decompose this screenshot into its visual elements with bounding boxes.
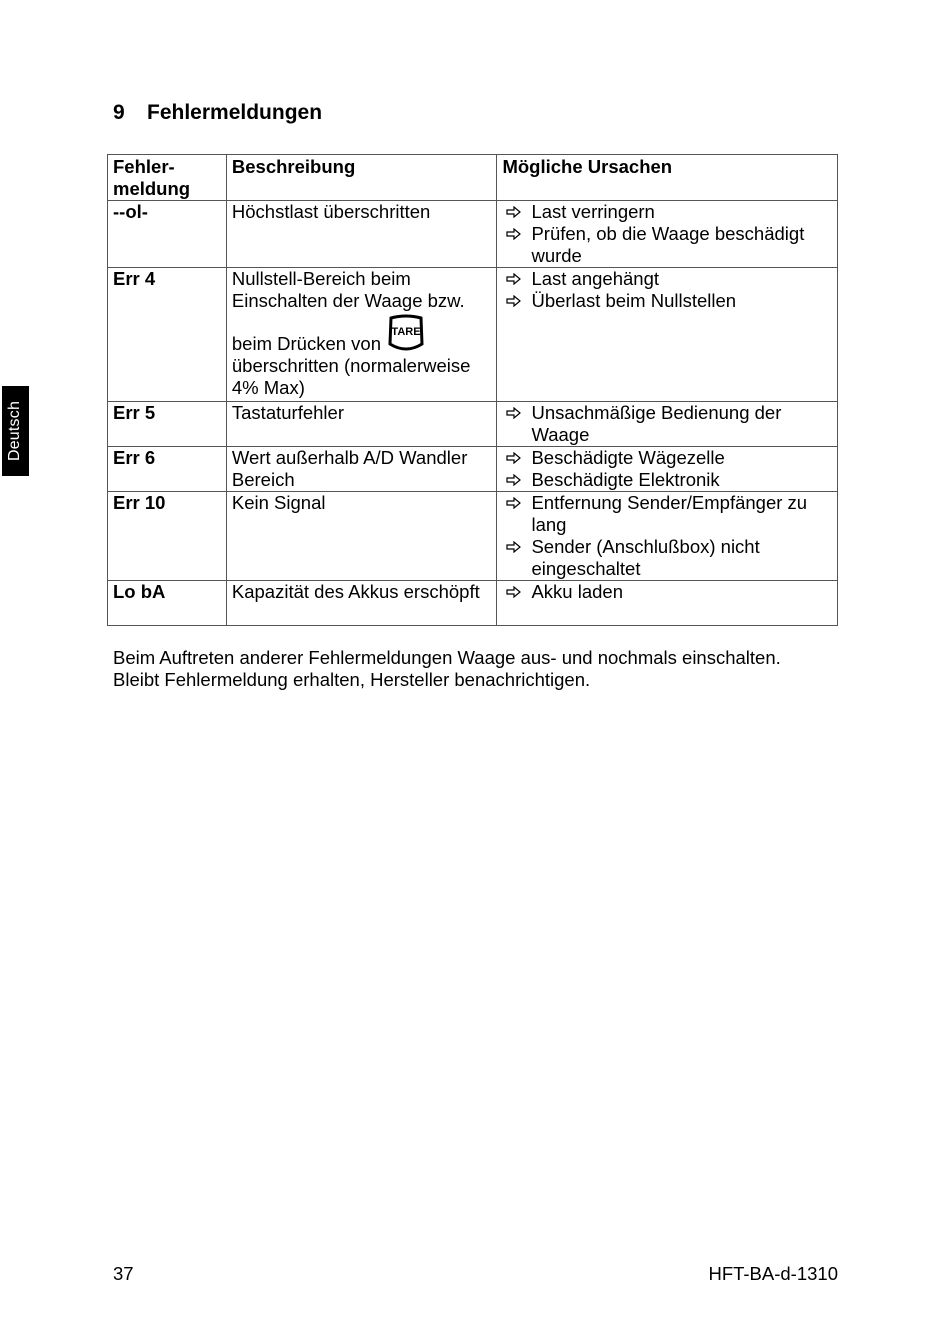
- header-description: Beschreibung: [226, 155, 497, 201]
- error-code: Err 4: [108, 268, 227, 402]
- arrow-right-icon: [506, 206, 522, 218]
- header-causes: Mögliche Ursachen: [497, 155, 838, 201]
- arrow-right-icon: [506, 273, 522, 285]
- section-heading: [113, 101, 322, 125]
- tare-label: TARE: [391, 326, 421, 338]
- arrow-right-icon: [506, 228, 522, 240]
- error-description: Wert außerhalb A/D Wandler Bereich: [226, 447, 497, 492]
- cause-item: Unsachmäßige Bedienung der Waage: [502, 402, 832, 446]
- arrow-right-icon: [506, 541, 522, 553]
- error-code: Err 5: [108, 402, 227, 447]
- table-row: [108, 447, 838, 492]
- cause-item: Beschädigte Wägezelle: [502, 447, 832, 469]
- cause-item: Last verringern: [502, 201, 832, 223]
- error-causes: [497, 447, 838, 492]
- error-table: [107, 154, 838, 626]
- note-line-2: Bleibt Fehlermeldung erhalten, Hersteller benachrichtigen.: [113, 669, 591, 690]
- cause-item: Entfernung Sender/Empfänger zu lang: [502, 492, 832, 536]
- arrow-right-icon: [506, 295, 522, 307]
- error-code: Err 6: [108, 447, 227, 492]
- error-code: Err 10: [108, 492, 227, 581]
- tare-button-icon: [387, 314, 425, 354]
- arrow-right-icon: [506, 474, 522, 486]
- cause-item: Akku laden: [502, 581, 832, 603]
- error-causes: [497, 201, 838, 268]
- header-code: Fehler- meldung: [108, 155, 227, 201]
- error-causes: [497, 402, 838, 447]
- error-description: Höchstlast überschritten: [226, 201, 497, 268]
- arrow-right-icon: [506, 586, 522, 598]
- cause-item: Beschädigte Elektronik: [502, 469, 832, 491]
- arrow-right-icon: [506, 497, 522, 509]
- description-part-2: beim Drücken von TARE: [232, 314, 492, 355]
- error-description: Tastaturfehler: [226, 402, 497, 447]
- section-number: 9: [113, 101, 125, 124]
- error-causes: [497, 492, 838, 581]
- error-causes: [497, 581, 838, 626]
- table-row: [108, 492, 838, 581]
- table-row: [108, 201, 838, 268]
- language-tab-label: Deutsch: [6, 400, 24, 462]
- error-description: Kein Signal: [226, 492, 497, 581]
- cause-item: Last angehängt: [502, 268, 832, 290]
- cause-item: Sender (Anschlußbox) nicht eingeschaltet: [502, 536, 832, 580]
- table-header-row: [108, 155, 838, 201]
- error-causes: [497, 268, 838, 402]
- error-code: --ol-: [108, 201, 227, 268]
- table-row: [108, 402, 838, 447]
- document-id: HFT-BA-d-1310: [708, 1263, 838, 1284]
- table-row: [108, 268, 838, 402]
- note-paragraph: [113, 647, 781, 691]
- arrow-right-icon: [506, 452, 522, 464]
- description-part-1: Nullstell-Bereich beim Einschalten der Waage bzw.: [231, 268, 465, 311]
- error-description: [226, 268, 497, 402]
- arrow-right-icon: [506, 407, 522, 419]
- table-row: [108, 581, 838, 626]
- error-code: Lo bA: [108, 581, 227, 626]
- note-line-1: Beim Auftreten anderer Fehlermeldungen Waage aus- und nochmals einschalten.: [113, 647, 781, 668]
- cause-item: Überlast beim Nullstellen: [502, 290, 832, 312]
- section-title: Fehlermeldungen: [147, 101, 323, 124]
- cause-item: Prüfen, ob die Waage beschädigt wurde: [502, 223, 832, 267]
- language-tab: [2, 386, 29, 476]
- page-number: 37: [113, 1263, 134, 1284]
- description-part-3: überschritten (normalerweise 4% Max): [231, 355, 471, 398]
- error-description: Kapazität des Akkus erschöpft: [226, 581, 497, 626]
